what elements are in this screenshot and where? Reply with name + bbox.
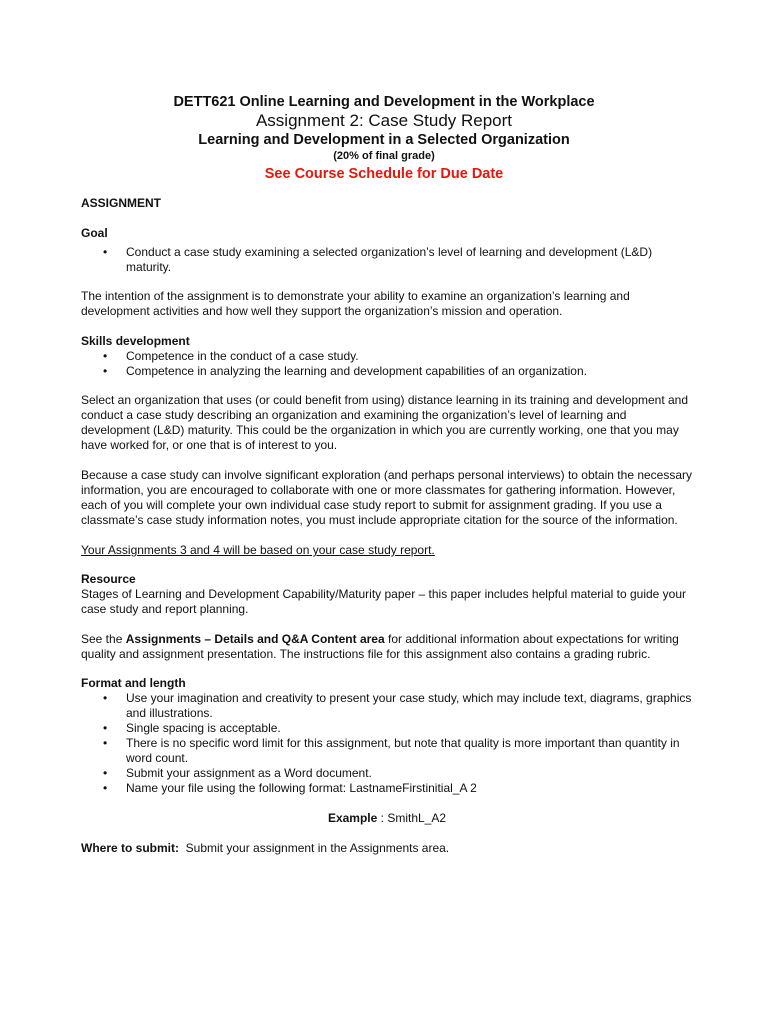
bullet-icon: • — [103, 364, 108, 378]
bullet-icon: • — [103, 691, 108, 705]
document-body — [81, 196, 693, 856]
format-list — [81, 691, 693, 796]
list-item: • Name your file using the following format: LastnameFirstinitial_A 2 — [103, 781, 477, 795]
list-item: • Single spacing is acceptable. — [103, 721, 281, 735]
list-item: • Competence in the conduct of a case study. — [103, 349, 359, 363]
bullet-icon: • — [103, 781, 108, 795]
goal-list — [81, 245, 693, 275]
course-title: DETT621 Online Learning and Development in the Workplace — [173, 94, 595, 110]
bullet-icon: • — [103, 766, 108, 780]
bullet-icon: • — [103, 349, 108, 363]
list-item: • Submit your assignment as a Word document. — [103, 766, 372, 780]
list-item: • There is no specific word limit for this assignment, but note that quality is more important than quantity in word count. — [103, 736, 680, 765]
assignment-title: Assignment 2: Case Study Report — [255, 111, 513, 130]
due-date-notice: See Course Schedule for Due Date — [264, 166, 504, 182]
resource-heading: Resource — [81, 572, 136, 586]
assignments-note: Your Assignments 3 and 4 will be based on your case study report. — [81, 543, 435, 557]
grade-weight: (20% of final grade) — [333, 150, 435, 162]
list-item: • Conduct a case study examining a selected organization’s level of learning and development (L&D) maturity. — [103, 245, 653, 274]
bullet-icon: • — [103, 245, 108, 259]
assignment-subtitle: Learning and Development in a Selected Organization — [198, 132, 570, 148]
example-value: SmithL_A2 — [387, 811, 447, 825]
list-item: • Competence in analyzing the learning and development capabilities of an organization. — [103, 364, 587, 378]
submit-line — [81, 841, 693, 856]
format-heading: Format and length — [81, 676, 186, 690]
example-line: Example : SmithL_A2 — [327, 811, 447, 825]
see-paragraph: See the Assignments – Details and Q&A Content area for additional information about expectations for writing quality and assignment presentation. The instructions file for this assignment also contains a grading rubric. — [81, 632, 679, 661]
skills-paragraph-2: Because a case study can involve significant exploration (and perhaps personal interviews) to obtain the necessary information, you are encouraged to collaborate with one or more classmates for gathering information. However, each of you will complete your own individual case study report to submit for assignment grading. If you use a classmate’s case study information notes, you must include appropriate citation for the source of the information. — [81, 468, 693, 527]
goal-paragraph: The intention of the assignment is to demonstrate your ability to examine an organization’s learning and development activities and how well they support the organization’s mission and operation. — [81, 289, 630, 318]
assignment-heading: ASSIGNMENT — [81, 196, 162, 210]
bullet-icon: • — [103, 736, 108, 750]
skills-list — [81, 349, 693, 379]
list-item: • Use your imagination and creativity to present your case study, which may include text, diagrams, graphics and illustrations. — [103, 691, 692, 720]
skills-heading: Skills development — [81, 334, 190, 348]
example-label: Example — [327, 811, 378, 825]
goal-heading: Goal — [81, 226, 108, 240]
submit-text: Submit your assignment in the Assignments area. — [179, 841, 450, 855]
bullet-icon: • — [103, 721, 108, 735]
document-header — [0, 93, 768, 183]
resource-text: Stages of Learning and Development Capability/Maturity paper – this paper includes helpful material to guide your case study and report planning. — [81, 587, 687, 616]
content-area-reference: Assignments – Details and Q&A Content area — [125, 632, 385, 646]
submit-label: Where to submit: — [81, 841, 179, 855]
skills-paragraph-1: Select an organization that uses (or could benefit from using) distance learning in its training and development and conduct a case study describing an organization and examining the organization’s level of learning and development (L&D) maturity. This could be the organization in which you are currently working, one that you may have worked for, or one that is of interest to you. — [81, 393, 689, 452]
